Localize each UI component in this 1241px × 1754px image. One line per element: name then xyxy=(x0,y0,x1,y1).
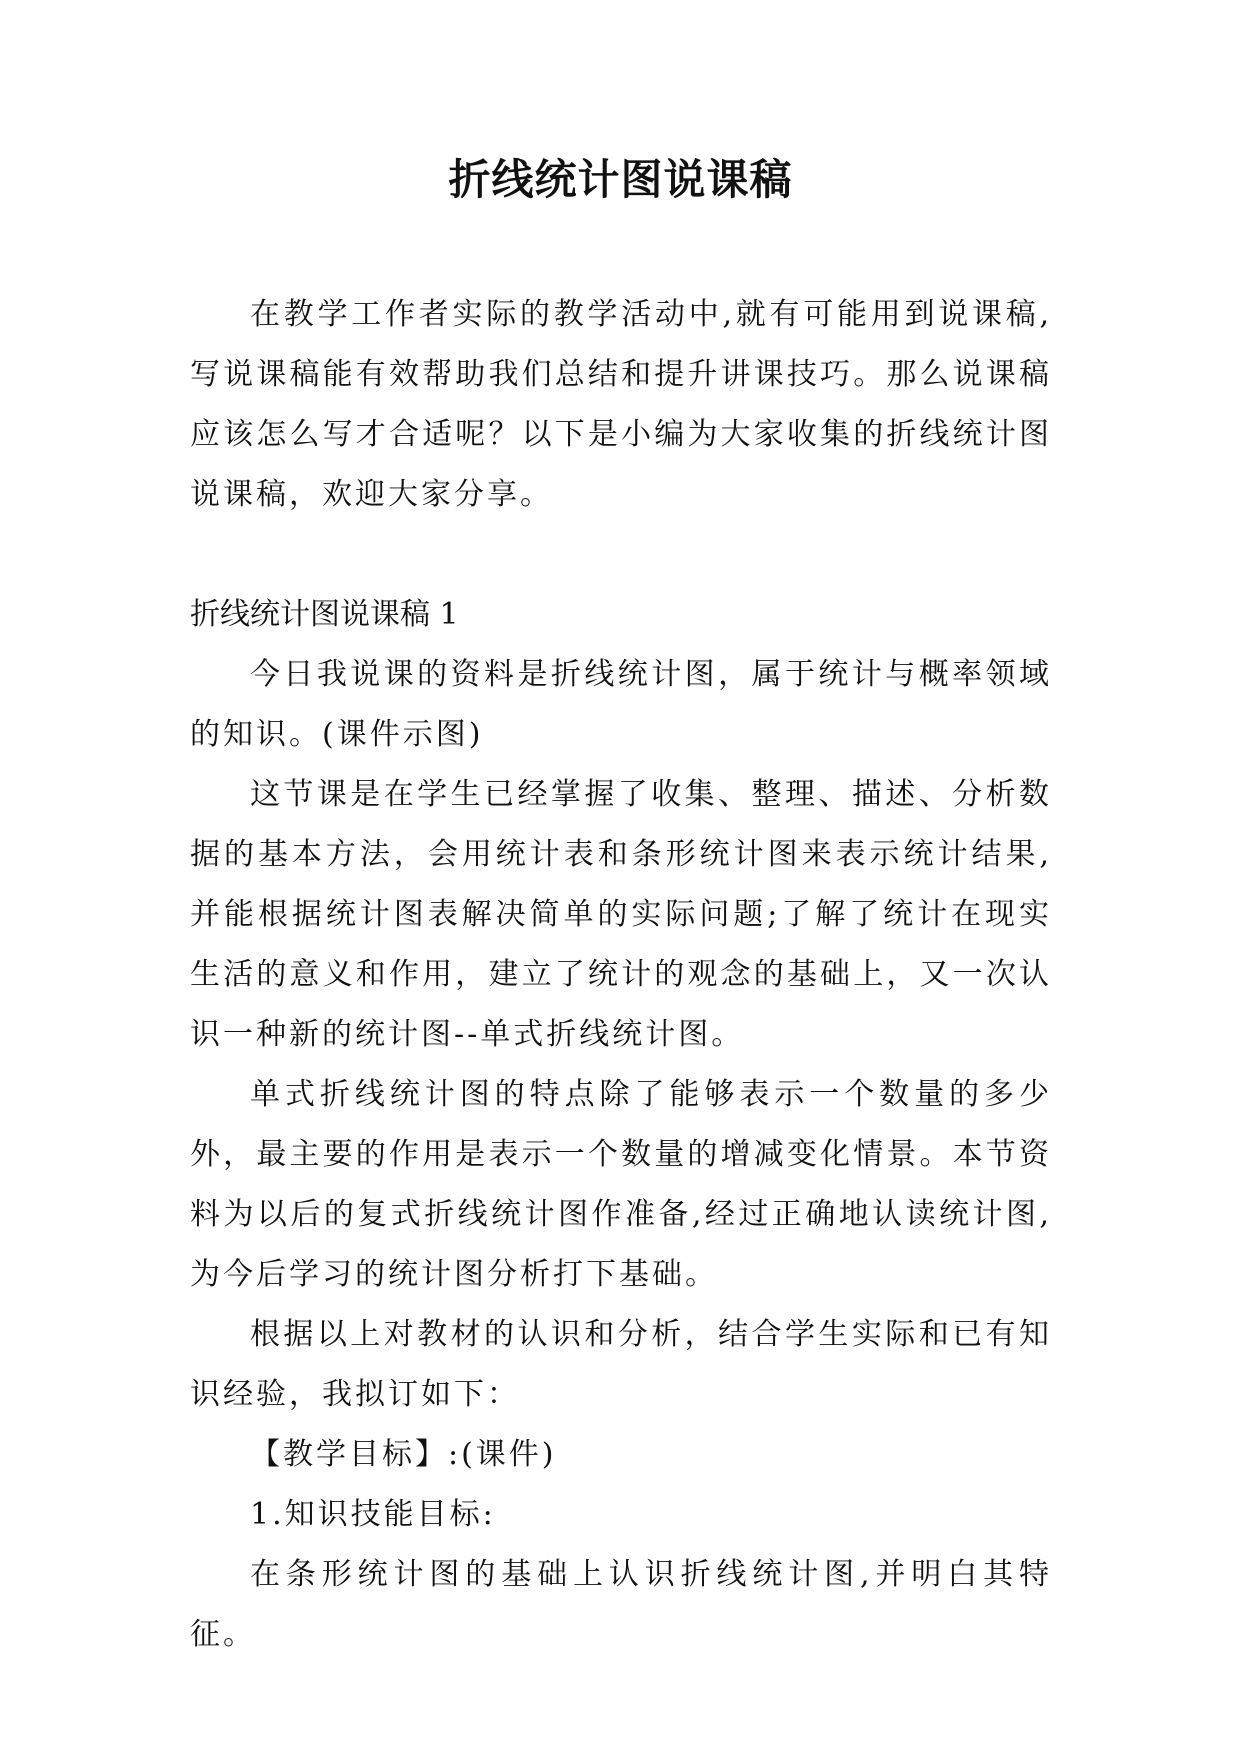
body-paragraph: 单式折线统计图的特点除了能够表示一个数量的多少外，最主要的作用是表示一个数量的增减变化情景。本节资料为以后的复式折线统计图作准备,经过正确地认读统计图,为今后学习的统计图分析打下基础。 xyxy=(190,1077,1052,1292)
document-title: 折线统计图说课稿 xyxy=(448,155,793,204)
intro-paragraph: 在教学工作者实际的教学活动中,就有可能用到说课稿,写说课稿能有效帮助我们总结和提升讲课技巧。那么说课稿应该怎么写才合适呢？以下是小编为大家收集的折线统计图说课稿，欢迎大家分享。 xyxy=(190,297,1052,512)
section-heading: 折线统计图说课稿 1 xyxy=(190,597,459,632)
body-paragraph: 今日我说课的资料是折线统计图，属于统计与概率领域的知识。(课件示图) xyxy=(190,657,1052,752)
body-paragraph: 1.知识技能目标: xyxy=(250,1497,496,1532)
document-body xyxy=(190,285,1052,1665)
body-paragraph: 在条形统计图的基础上认识折线统计图,并明白其特征。 xyxy=(190,1557,1052,1652)
body-paragraph: 这节课是在学生已经掌握了收集、整理、描述、分析数据的基本方法，会用统计表和条形统计图来表示统计结果,并能根据统计图表解决简单的实际问题;了解了统计在现实生活的意义和作用，建立了统计的观念的基础上，又一次认识一种新的统计图--单式折线统计图。 xyxy=(190,777,1052,1052)
body-paragraph: 【教学目标】:(课件) xyxy=(250,1437,557,1472)
body-paragraph: 根据以上对教材的认识和分析，结合学生实际和已有知识经验，我拟订如下： xyxy=(190,1317,1052,1412)
paragraph-spacer xyxy=(190,525,1052,585)
